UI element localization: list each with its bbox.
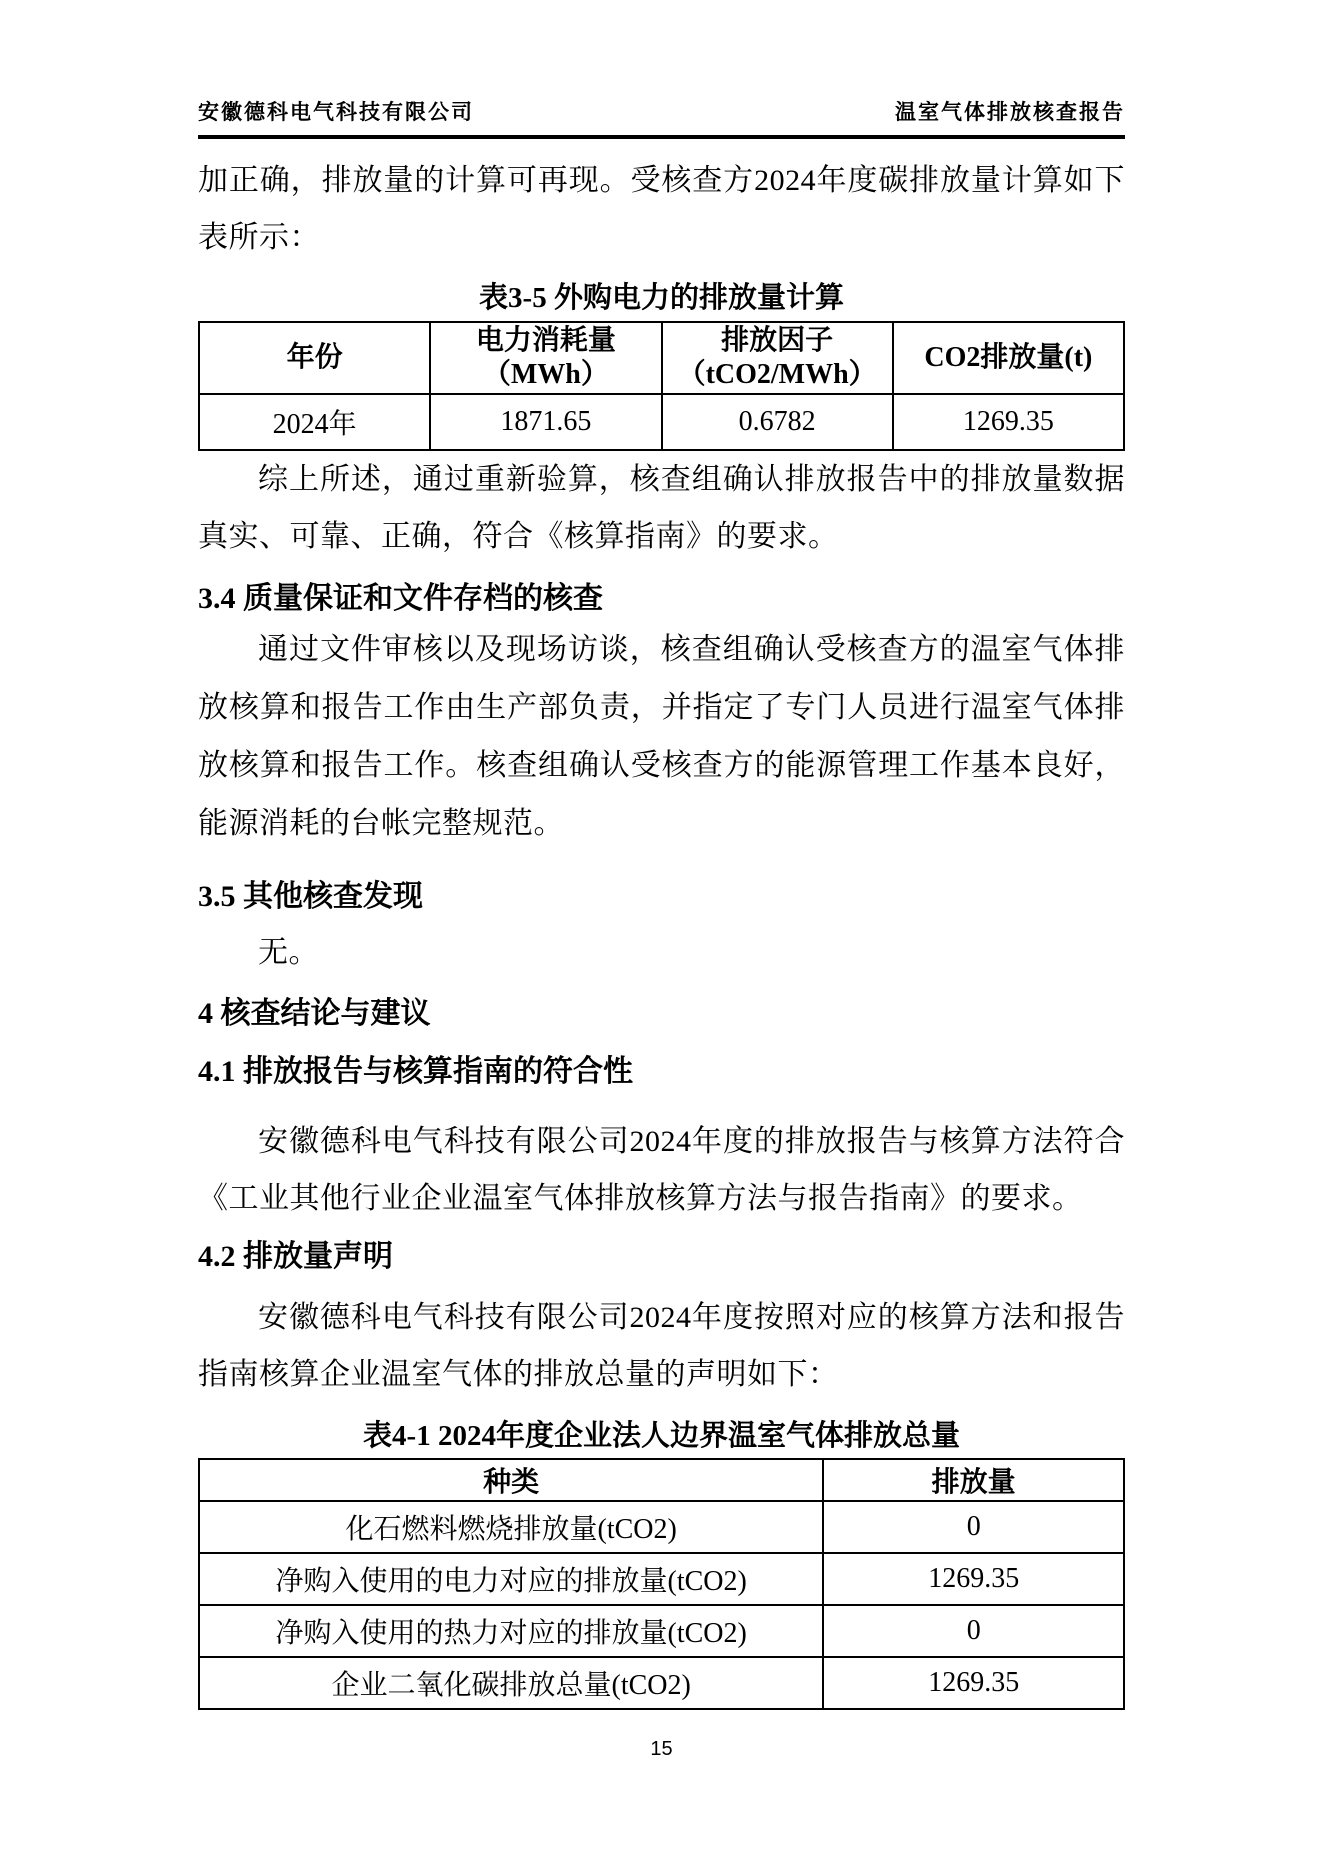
header-cell-emission-factor: 排放因子（tCO2/MWh）	[662, 322, 893, 394]
cell-electricity-value: 1871.65	[430, 394, 661, 450]
cell-total-co2-value: 1269.35	[823, 1657, 1124, 1709]
cell-purchased-heat-label: 净购入使用的热力对应的排放量(tCO2)	[199, 1605, 823, 1657]
table-4-1-header-row	[199, 1459, 1124, 1501]
header-report-title: 温室气体排放核查报告	[895, 100, 1125, 124]
cell-purchased-electricity-value: 1269.35	[823, 1553, 1124, 1605]
paragraph-continuation: 加正确，排放量的计算可再现。受核查方2024年度碳排放量计算如下表所示：	[198, 164, 1125, 254]
table-row	[199, 1501, 1124, 1553]
header-cell-emission-amount: 排放量	[823, 1459, 1124, 1501]
heading-4: 4 核查结论与建议	[198, 997, 431, 1030]
cell-factor-value: 0.6782	[662, 394, 893, 450]
cell-fossil-fuel-value: 0	[823, 1501, 1124, 1553]
table-4-1-title: 表4-1 2024年度企业法人边界温室气体排放总量	[363, 1420, 960, 1452]
paragraph-4-2: 安徽德科电气科技有限公司2024年度按照对应的核算方法和报告指南核算企业温室气体的排放总量的声明如下：	[198, 1301, 1125, 1391]
header-cell-electricity-consumption: 电力消耗量（MWh）	[430, 322, 661, 394]
header-cell-year: 年份	[199, 322, 430, 394]
paragraph-3-5: 无。	[258, 936, 319, 969]
cell-purchased-electricity-label: 净购入使用的电力对应的排放量(tCO2)	[199, 1553, 823, 1605]
cell-year-value: 2024年	[199, 394, 430, 450]
paragraph-4-1: 安徽德科电气科技有限公司2024年度的排放报告与核算方法符合《工业其他行业企业温室气体排放核算方法与报告指南》的要求。	[198, 1125, 1125, 1215]
table-3-5-title: 表3-5 外购电力的排放量计算	[479, 282, 844, 314]
table-3-5	[198, 321, 1125, 451]
cell-fossil-fuel-label: 化石燃料燃烧排放量(tCO2)	[199, 1501, 823, 1553]
heading-3-4: 3.4 质量保证和文件存档的核查	[198, 582, 603, 615]
header-cell-category: 种类	[199, 1459, 823, 1501]
table-row	[199, 394, 1124, 450]
table-3-5-header-row	[199, 322, 1124, 394]
heading-4-1: 4.1 排放报告与核算指南的符合性	[198, 1055, 633, 1088]
table-row	[199, 1657, 1124, 1709]
paragraph-summary: 综上所述，通过重新验算，核查组确认排放报告中的排放量数据真实、可靠、正确，符合《核算指南》的要求。	[198, 463, 1125, 553]
header-company-name: 安徽德科电气科技有限公司	[198, 100, 474, 124]
page-number: 15	[650, 1738, 673, 1760]
table-row	[199, 1605, 1124, 1657]
paragraph-3-4: 通过文件审核以及现场访谈，核查组确认受核查方的温室气体排放核算和报告工作由生产部负责，并指定了专门人员进行温室气体排放核算和报告工作。核查组确认受核查方的能源管理工作基本良好，能源消耗的台帐完整规范。	[198, 633, 1125, 840]
cell-co2-value: 1269.35	[893, 394, 1124, 450]
page-header	[198, 0, 1125, 139]
heading-4-2: 4.2 排放量声明	[198, 1240, 393, 1273]
table-4-1	[198, 1458, 1125, 1710]
table-row	[199, 1553, 1124, 1605]
cell-total-co2-label: 企业二氧化碳排放总量(tCO2)	[199, 1657, 823, 1709]
cell-purchased-heat-value: 0	[823, 1605, 1124, 1657]
header-cell-co2-emission: CO2排放量(t)	[893, 322, 1124, 394]
heading-3-5: 3.5 其他核查发现	[198, 880, 423, 913]
